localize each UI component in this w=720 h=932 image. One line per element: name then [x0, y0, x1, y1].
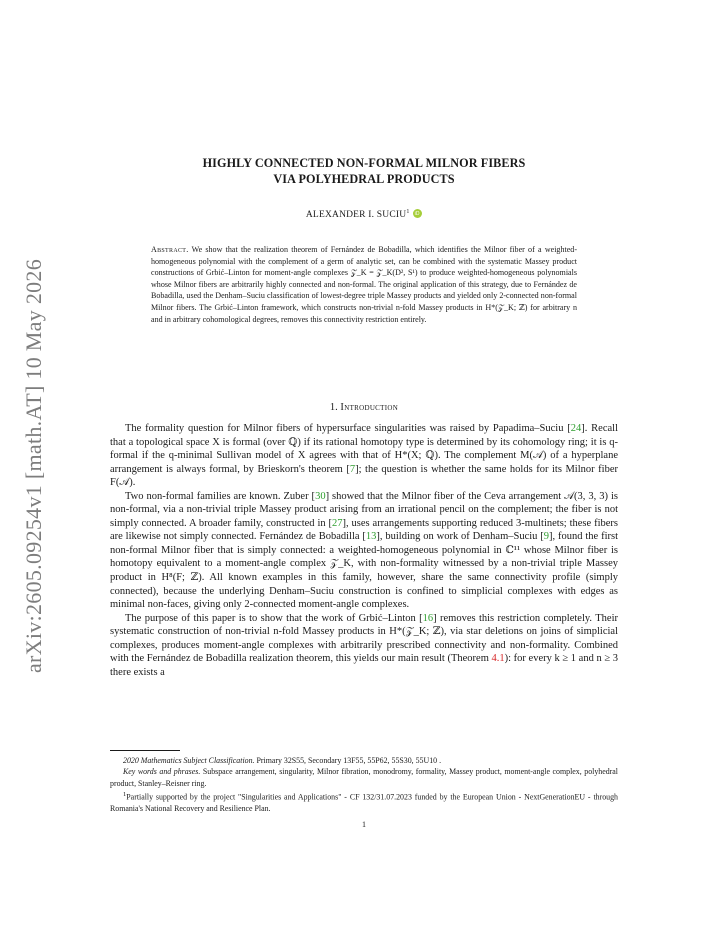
author-name: ALEXANDER I. SUCIU: [305, 210, 407, 221]
citation-link[interactable]: 9: [543, 531, 550, 543]
theorem-reference-link[interactable]: 4.1: [491, 653, 505, 665]
abstract: [151, 244, 577, 325]
support-text: Partially supported by the project "Singularities and Applications" - CF 132/31.07.2023 funded by the European Union - NextGenerationEU - through Romania's National Recovery and Resilience Plan.: [110, 792, 618, 813]
abstract-heading: Abstract.: [151, 245, 189, 254]
citation-link[interactable]: 27: [332, 517, 343, 529]
title-line-2: VIA POLYHEDRAL PRODUCTS: [273, 172, 455, 186]
citation-link[interactable]: 16: [422, 612, 434, 624]
text-run: ], uses arrangements supporting reduced 3-multinets; these fibers are likewise not simply connected. Fernández de Bobadilla [: [110, 517, 618, 543]
text-run: ], building on work of Denham–Suciu [: [376, 531, 544, 543]
arxiv-identifier: arXiv:2605.09254v1 [math.AT] 10 May 2026: [21, 258, 46, 674]
footnote-msc: [110, 755, 618, 766]
section-number: 1.: [329, 402, 338, 413]
citation-link[interactable]: 7: [349, 463, 356, 475]
footnote-support: [110, 789, 618, 814]
paragraph-3: [110, 612, 618, 680]
text-run: ] showed that the Milnor fiber of the Ceva arrangement 𝒜(3, 3, 3) is non-formal, via a non-trivial triple Massey product arising from an irrational pencil on the complement; the fiber is not simply connected. A broader family, constructed in [: [110, 490, 619, 529]
keywords-text: Subspace arrangement, singularity, Milnor fibration, monodromy, formality, Massey product, moment-angle complex, polyhedral product, Stanley–Reisner ring.: [110, 767, 618, 788]
abstract-text: We show that the realization theorem of Fernández de Bobadilla, which identifies the Milnor fiber of a weighted-homogeneous polynomial with the complement of a germ of analytic set, can be combined with the systematic Massey product constructions of Grbić–Linton for moment-angle complexes 𝒵_K = 𝒵_K(D², S¹) to produce weighted-homogeneous polynomials whose Milnor fibers are arbitrarily highly connected and non-formal. The original application of this strategy, due to Fernández de Bobadilla, used the Denham–Suciu classification of lowest-degree triple Massey products and yielded only 2-connected non-formal Milnor fibers. The Grbić–Linton framework, which constructs non-trivial n-fold Massey products in H*(𝒵_K; ℤ) for arbitrary n and in arbitrary cohomological degrees, removes this connectivity restriction entirely.: [151, 245, 577, 324]
text-run: ], found the first non-formal Milnor fiber that is simply connected: a weighted-homogeneous polynomial in ℂ¹¹ whose Milnor fiber is homotopy equivalent to a moment-angle complex 𝒵_K, with non-formality witnessed by a non-trivial triple Massey product in H⁸(F; ℤ). All known examples in this family, however, share the same connectivity profile (simply connected), because the underlying Denham–Suciu construction is confined to simplicial complexes with edges as minimal non-faces, giving only 2-connected moment-angle complexes.: [110, 531, 618, 611]
footnotes: [110, 755, 618, 814]
keywords-label: Key words and phrases.: [123, 767, 201, 777]
page-number: 1: [362, 820, 366, 829]
msc-label: 2020 Mathematics Subject Classification.: [123, 756, 255, 765]
paper-title: [110, 155, 618, 187]
citation-link[interactable]: 13: [365, 531, 377, 543]
orcid-icon[interactable]: [413, 209, 422, 218]
section-heading: [110, 402, 618, 413]
text-run: The formality question for Milnor fibers of hypersurface singularities was raised by Papadima–Suciu [: [125, 423, 571, 434]
text-run: The purpose of this paper is to show that the work of Grbić–Linton [: [125, 612, 423, 624]
text-run: ]. Recall that a topological space X is formal (over ℚ) if its rational homotopy type is determined by its cohomology ring; it is q-formal if the q-minimal Sullivan model of X agrees with that of H*(X; ℚ). The complement M(𝒜) of a hyperplane arrangement is always formal, by Brieskorn's theorem [: [110, 423, 618, 475]
footnote-rule: [110, 750, 180, 751]
arxiv-stamp: [0, 0, 60, 932]
section-title: Introduction: [340, 402, 399, 413]
author-footnote-mark: 1: [406, 209, 410, 215]
body-text: [110, 422, 618, 679]
citation-link[interactable]: 24: [570, 423, 582, 434]
footnote-keywords: [110, 766, 618, 789]
author-line: [110, 209, 618, 220]
paragraph-2: [110, 490, 618, 612]
text-run: ): for every k ≥ 1 and n ≥ 3 there exists a: [110, 653, 618, 678]
paragraph-1: [110, 422, 618, 490]
support-mark: 1: [123, 790, 127, 798]
text-run: ] removes this restriction completely. Their systematic construction of non-trivial n-fold Massey products in H*(𝒵_K; ℤ), via star deletions on joins of simplicial complexes, produces moment-angle complexes with arbitrarily prescribed connectivity and non-formality. Combined with the Fernández de Bobadilla realization theorem, this yields our main result (Theorem: [110, 612, 618, 665]
text-run: Two non-formal families are known. Zuber [: [125, 490, 316, 502]
citation-link[interactable]: 30: [315, 490, 326, 502]
title-line-1: HIGHLY CONNECTED NON-FORMAL MILNOR FIBERS: [202, 156, 526, 170]
msc-text: Primary 32S55, Secondary 13F55, 55P62, 55S30, 55U10 .: [256, 756, 442, 765]
text-run: ]; the question is whether the same holds for its Milnor fiber F(𝒜).: [110, 463, 618, 489]
